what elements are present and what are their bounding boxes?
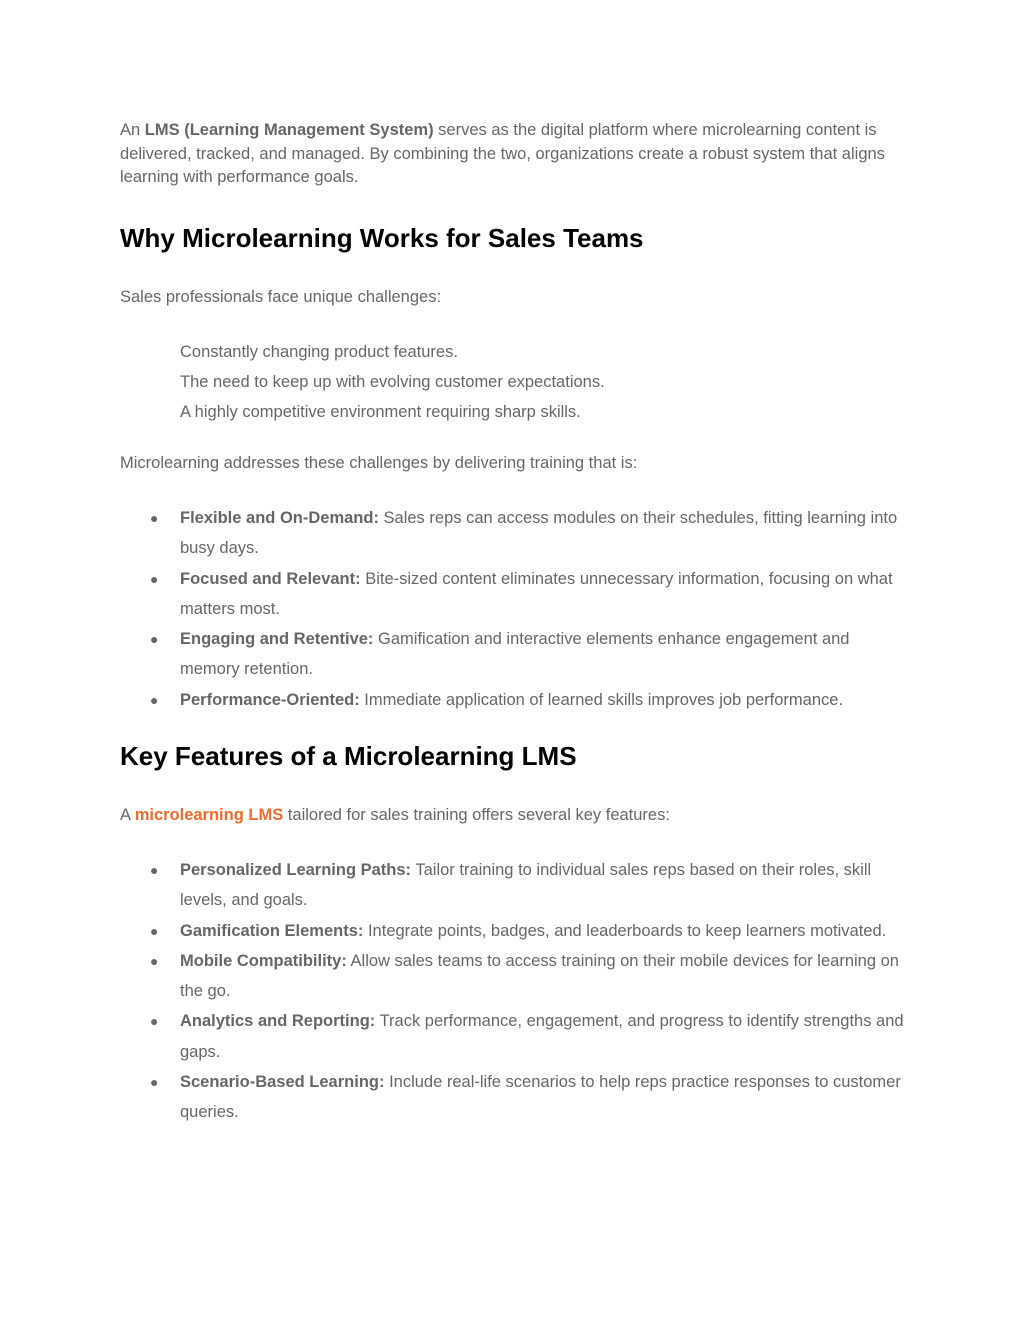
section2-heading: Key Features of a Microlearning LMS: [120, 741, 577, 771]
feature-text: Integrate points, badges, and leaderboards to keep learners motivated.: [363, 921, 887, 940]
benefit-item: [120, 503, 904, 564]
feature-term: Mobile Compatibility:: [180, 951, 347, 970]
microlearning-lms-link[interactable]: microlearning LMS: [134, 806, 284, 824]
feature-term: Analytics and Reporting:: [180, 1012, 376, 1031]
benefit-term: Performance-Oriented:: [180, 690, 360, 709]
feature-item: [120, 1067, 904, 1128]
intro-paragraph: [120, 119, 904, 190]
bullet-icon: ●: [150, 862, 159, 878]
benefit-term: Flexible and On-Demand:: [180, 509, 379, 527]
benefit-text: Gamification and interactive elements enhance engagement and memory retention.: [180, 630, 850, 679]
intro-post: serves as the digital platform where microlearning content is delivered, tracked, and managed. By combining the two, organizations create a robust system that aligns learning with performance goals.: [120, 121, 885, 186]
feature-text: Tailor training to individual sales reps based on their roles, skill levels, and goals.: [180, 861, 872, 910]
benefit-text: Sales reps can access modules on their schedules, fitting learning into busy days.: [180, 509, 898, 558]
bullet-icon: ●: [150, 691, 159, 708]
benefit-item: [120, 685, 904, 715]
benefit-item: [120, 564, 904, 625]
feature-text: Include real-life scenarios to help reps practice responses to customer queries.: [180, 1073, 901, 1122]
challenges-list: [180, 337, 605, 427]
intro-bold-term: LMS (Learning Management System): [144, 121, 434, 139]
benefit-term: Engaging and Retentive:: [180, 630, 374, 649]
benefit-text: Immediate application of learned skills improves job performance.: [359, 690, 844, 709]
benefits-list: [120, 503, 904, 715]
benefit-text: Bite-sized content eliminates unnecessary information, focusing on what matters most.: [180, 569, 893, 618]
feature-text: Allow sales teams to access training on their mobile devices for learning on the go.: [180, 951, 899, 1001]
section1-bridge: Microlearning addresses these challenges by delivering training that is:: [120, 454, 638, 472]
feature-term: Personalized Learning Paths:: [180, 861, 412, 879]
bullet-icon: ●: [150, 922, 159, 939]
feature-term: Scenario-Based Learning:: [180, 1073, 385, 1092]
section2-lead-post: tailored for sales training offers several key features:: [283, 806, 670, 824]
features-list: [120, 855, 904, 1128]
feature-term: Gamification Elements:: [180, 921, 364, 940]
bullet-icon: ●: [150, 952, 159, 969]
feature-item: [120, 946, 904, 1007]
challenge-item: A highly competitive environment requiring sharp skills.: [180, 403, 581, 421]
feature-item: [120, 855, 904, 916]
section1-heading: Why Microlearning Works for Sales Teams: [120, 223, 644, 253]
bullet-icon: ●: [150, 1013, 159, 1030]
intro-pre: An: [120, 121, 145, 139]
section1-lead: Sales professionals face unique challenges:: [120, 288, 442, 306]
bullet-icon: ●: [150, 1074, 159, 1091]
feature-item: [120, 916, 904, 946]
bullet-icon: ●: [150, 631, 159, 648]
bullet-icon: ●: [150, 510, 159, 526]
feature-item: [120, 1006, 904, 1067]
bullet-icon: ●: [150, 570, 159, 587]
section2-lead: [120, 804, 670, 826]
feature-text: Track performance, engagement, and progress to identify strengths and gaps.: [180, 1012, 904, 1061]
challenge-item: The need to keep up with evolving customer expectations.: [180, 373, 605, 391]
section2-lead-pre: A: [120, 806, 135, 824]
challenge-item: Constantly changing product features.: [180, 343, 458, 361]
benefit-term: Focused and Relevant:: [180, 569, 361, 588]
benefit-item: [120, 624, 904, 685]
